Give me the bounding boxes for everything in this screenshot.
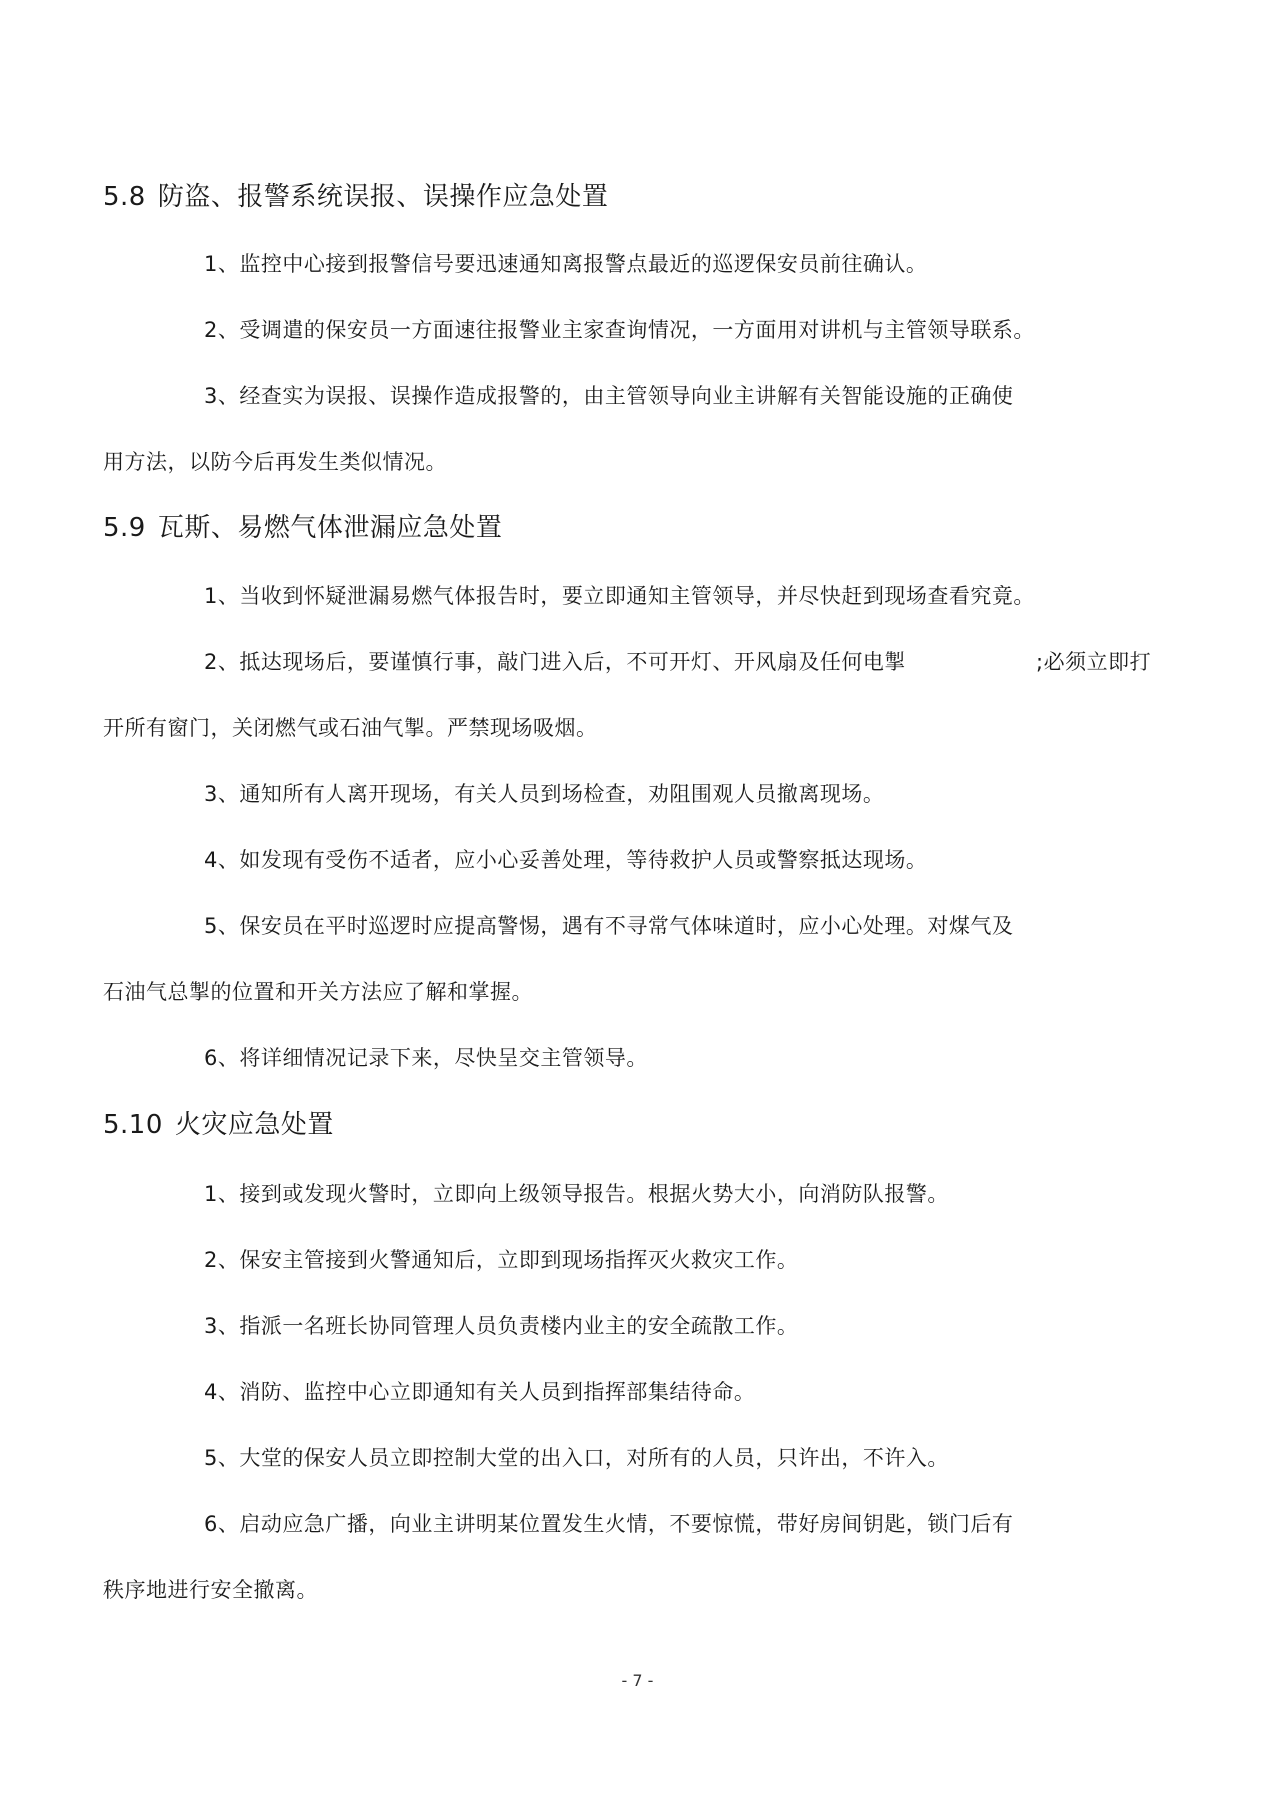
list-item: 6、启动应急广播，向业主讲明某位置发生火情，不要惊慌，带好房间钥匙，锁门后有 — [204, 1512, 1014, 1536]
list-item-continuation: 秩序地进行安全撤离。 — [103, 1578, 318, 1602]
list-item: 5、大堂的保安人员立即控制大堂的出入口，对所有的人员，只许出，不许入。 — [204, 1446, 949, 1470]
list-item: 3、通知所有人离开现场，有关人员到场检查，劝阻围观人员撤离现场。 — [204, 782, 885, 806]
section-heading-5-8 — [103, 181, 608, 213]
list-item: 1、监控中心接到报警信号要迅速通知离报警点最近的巡逻保安员前往确认。 — [204, 252, 928, 276]
section-number: 5.8 — [103, 182, 146, 212]
list-item: 4、消防、监控中心立即通知有关人员到指挥部集结待命。 — [204, 1380, 756, 1404]
section-title: 瓦斯、易燃气体泄漏应急处置 — [157, 513, 503, 543]
list-item: 1、当收到怀疑泄漏易燃气体报告时，要立即通知主管领导，并尽快赶到现场查看究竟。 — [204, 584, 1035, 608]
list-item: 4、如发现有受伤不适者，应小心妥善处理，等待救护人员或警察抵达现场。 — [204, 848, 928, 872]
list-item: 5、保安员在平时巡逻时应提高警惕，遇有不寻常气体味道时，应小心处理。对煤气及 — [204, 914, 1014, 938]
list-item: 3、经查实为误报、误操作造成报警的，由主管领导向业主讲解有关智能设施的正确使 — [204, 384, 1014, 408]
list-item: 2、抵达现场后，要谨慎行事，敲门进入后，不可开灯、开风扇及任何电掣 — [204, 650, 906, 674]
section-number: 5.9 — [103, 513, 146, 543]
list-item-continuation: 用方法，以防今后再发生类似情况。 — [103, 450, 447, 474]
list-item: 3、指派一名班长协同管理人员负责楼内业主的安全疏散工作。 — [204, 1314, 799, 1338]
section-title: 防盗、报警系统误报、误操作应急处置 — [157, 182, 609, 212]
section-heading-5-10 — [103, 1109, 334, 1141]
section-number: 5.10 — [103, 1110, 163, 1140]
list-item: 6、将详细情况记录下来，尽快呈交主管领导。 — [204, 1046, 648, 1070]
section-heading-5-9 — [103, 512, 502, 544]
list-item: 2、保安主管接到火警通知后，立即到现场指挥灭火救灾工作。 — [204, 1248, 799, 1272]
page-number: - 7 - — [621, 1671, 654, 1690]
section-title: 火灾应急处置 — [174, 1110, 334, 1140]
list-item: 2、受调遣的保安员一方面速往报警业主家查询情况，一方面用对讲机与主管领导联系。 — [204, 318, 1035, 342]
list-item-continuation: 石油气总掣的位置和开关方法应了解和掌握。 — [103, 980, 533, 1004]
list-item-continuation: 开所有窗门，关闭燃气或石油气掣。严禁现场吸烟。 — [103, 716, 598, 740]
list-item-tail: ;必须立即打 — [1036, 650, 1152, 674]
list-item: 1、接到或发现火警时，立即向上级领导报告。根据火势大小，向消防队报警。 — [204, 1182, 949, 1206]
